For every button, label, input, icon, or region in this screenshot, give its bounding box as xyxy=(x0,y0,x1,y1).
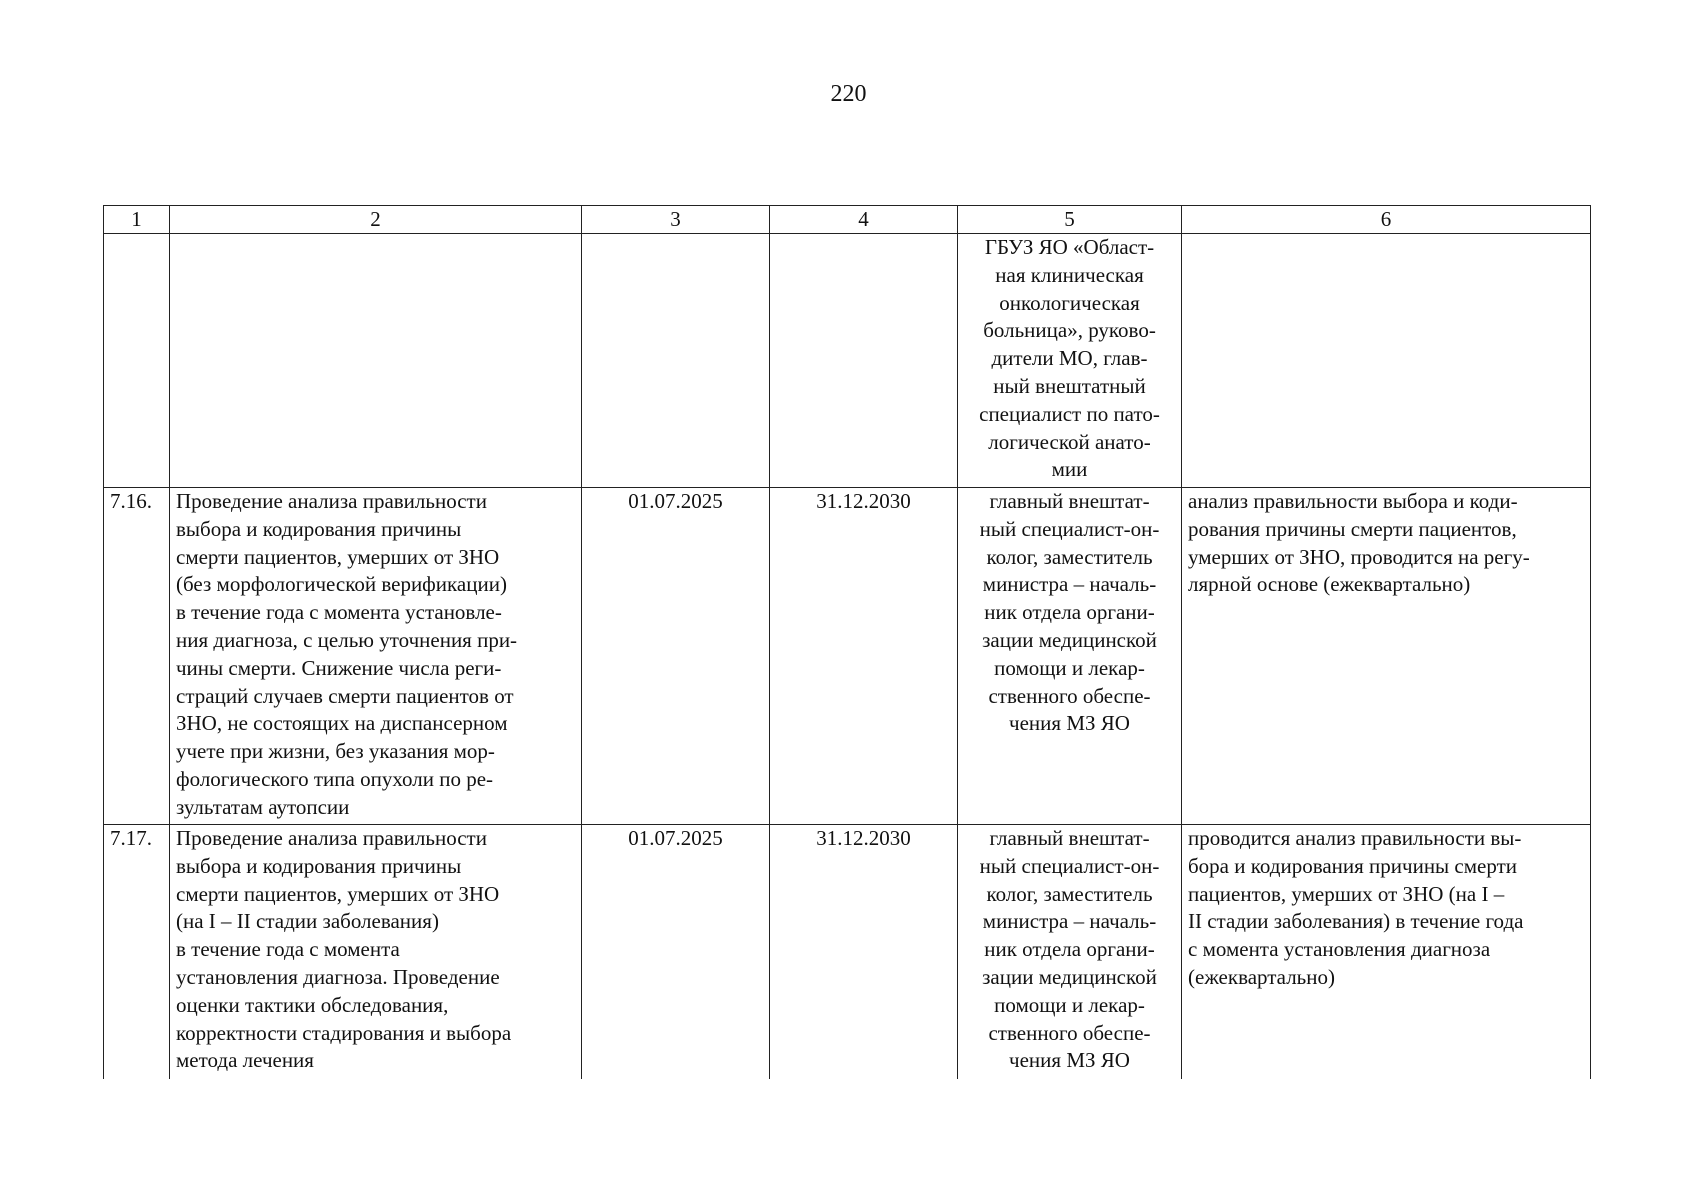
column-header: 3 xyxy=(582,206,770,234)
start-date-cell: 01.07.2025 xyxy=(582,825,770,1079)
result-cell: проводится анализ правильности вы- бора и кодирования причины смерти пациентов, умерших от ЗНО (на I – II стадии заболевания) в течение года с момента установления диагноза (ежеквартально) xyxy=(1182,825,1591,1079)
measures-table xyxy=(103,205,1591,1079)
row-number: 7.17. xyxy=(104,825,170,1079)
row-number xyxy=(104,234,170,488)
result-cell: анализ правильности выбора и коди- рования причины смерти пациентов, умерших от ЗНО, проводится на регу- лярной основе (ежеквартально) xyxy=(1182,488,1591,825)
responsible-cell: ГБУЗ ЯО «Област- ная клиническая онкологическая больница», руково- дители МО, глав- ный внештатный специалист по пато- логической анато- мии xyxy=(958,234,1182,488)
table-row xyxy=(104,488,1591,825)
table-row xyxy=(104,825,1591,1079)
responsible-cell: главный внештат- ный специалист-он- колог, заместитель министра – началь- ник отдела органи- зации медицинской помощи и лекар- ственного обеспе- чения МЗ ЯО xyxy=(958,825,1182,1079)
column-header: 2 xyxy=(170,206,582,234)
column-header: 1 xyxy=(104,206,170,234)
start-date-cell xyxy=(582,234,770,488)
page-number: 220 xyxy=(830,81,867,107)
measure-cell: Проведение анализа правильности выбора и кодирования причины смерти пациентов, умерших от ЗНО (без морфологической верификации) в течение года с момента установле- ния диагноза, с целью уточнения при- чины смерти. Снижение числа реги- страций случаев смерти пациентов от ЗНО, не состоящих на диспансерном учете при жизни, без указания мор- фологического типа опухоли по ре- зультатам аутопсии xyxy=(170,488,582,825)
column-header: 6 xyxy=(1182,206,1591,234)
end-date-cell xyxy=(770,234,958,488)
measure-cell xyxy=(170,234,582,488)
table-row xyxy=(104,234,1591,488)
end-date-cell: 31.12.2030 xyxy=(770,488,958,825)
result-cell xyxy=(1182,234,1591,488)
end-date-cell: 31.12.2030 xyxy=(770,825,958,1079)
start-date-cell: 01.07.2025 xyxy=(582,488,770,825)
measure-cell: Проведение анализа правильности выбора и кодирования причины смерти пациентов, умерших от ЗНО (на I – II стадии заболевания) в течение года с момента установления диагноза. Проведение оценки тактики обследования, корректности стадирования и выбора метода лечения xyxy=(170,825,582,1079)
table-header-row xyxy=(104,206,1591,234)
column-header: 4 xyxy=(770,206,958,234)
row-number: 7.16. xyxy=(104,488,170,825)
column-header: 5 xyxy=(958,206,1182,234)
responsible-cell: главный внештат- ный специалист-он- колог, заместитель министра – началь- ник отдела органи- зации медицинской помощи и лекар- ственного обеспе- чения МЗ ЯО xyxy=(958,488,1182,825)
